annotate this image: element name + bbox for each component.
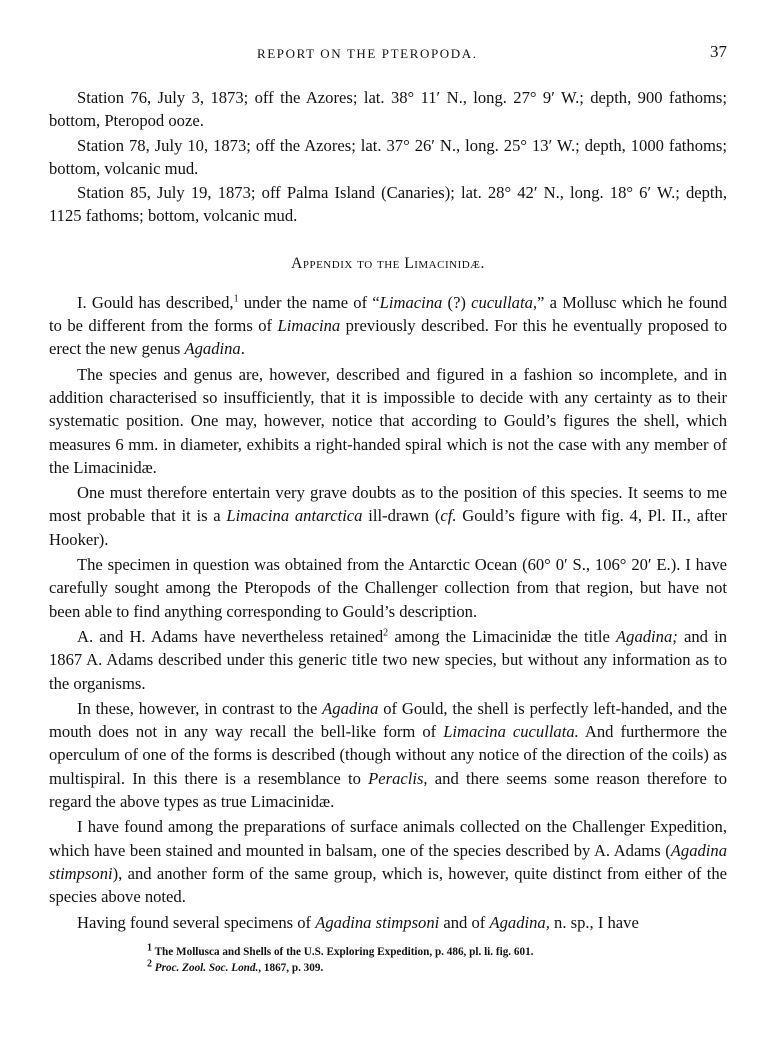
text-run: I. Gould has described, xyxy=(77,292,234,312)
text-run: and there seems some reason therefore to regard the above types as true Limacinidæ. xyxy=(49,768,727,812)
taxon-name: Limacina xyxy=(277,316,341,336)
paragraph-4: The specimen in question was obtained from the Antarctic Ocean (60° 0′ S., 106° 20′ E.). I have carefully sought among the Pteropods of the Challenger collection from that region, but have not been able to find anything corresponding to Gould’s description. xyxy=(49,555,727,621)
paragraph-6 xyxy=(49,697,727,813)
page-header xyxy=(49,40,727,66)
paragraph-2: The species and genus are, however, described and figured in a fashion so incomplete, and in addition characterised so insufficiently, that it is impossible to decide with any certainty as to their systematic position. One may, however, notice that according to Gould’s figures the shell, which measures 6 mm. in diameter, exhibits a right-handed spiral which is not the case with any member of the Limacinidæ. xyxy=(49,364,727,477)
text-run: (?) xyxy=(442,292,472,312)
footnote-number: 2 xyxy=(147,958,152,970)
text-run: ” a Mollusc which he found to be different from the forms of xyxy=(49,292,728,336)
paragraph-8 xyxy=(49,911,727,934)
paragraph-5 xyxy=(49,625,727,695)
text-run: I have found among the preparations of surface animals collected on the Challenger Expedition, which have been stained and mounted in balsam, one of the species described by A. Adams ( xyxy=(49,817,727,860)
footnote-text: The Mollusca and Shells of the U.S. Exploring Expedition, p. 486, pl. li. fig. 601. xyxy=(152,945,534,958)
text-run: among the Limacinidæ the title xyxy=(388,626,617,646)
taxon-name: cucullata, xyxy=(471,292,538,312)
station-entry: Station 78, July 10, 1873; off the Azores; lat. 37° 26′ N., long. 25° 13′ W.; depth, 1000 fathoms; bottom, volcanic mud. xyxy=(49,135,727,178)
footnote-ref-2: 2 xyxy=(383,627,389,639)
text-run: and in 1867 A. Adams described under this generic title two new species, but without any information as to the organisms. xyxy=(49,626,728,693)
page xyxy=(49,40,727,976)
paragraph-1 xyxy=(49,291,727,361)
footnote-2 xyxy=(147,960,727,976)
text-run: Gould’s figure with fig. 4, Pl. II., after Hooker). xyxy=(49,506,727,549)
text-run: . xyxy=(240,339,245,359)
text-run: A. and H. Adams have nevertheless retained xyxy=(77,626,384,646)
page-number: 37 xyxy=(710,42,727,61)
taxon-name: Agadina; xyxy=(616,626,678,646)
text-run: And furthermore the operculum of one of the forms is described (though without any notice of the direction of the coils) as multispiral. In this there is a resemblance to xyxy=(49,722,728,788)
abbreviation: cf. xyxy=(440,506,457,526)
paragraph-3 xyxy=(49,481,727,551)
taxon-name: Agadina xyxy=(184,339,241,359)
taxon-name: Limacina cucullata. xyxy=(443,722,579,742)
text-run: n. sp., I have xyxy=(549,912,639,932)
footnote-text: , 1867, p. 309. xyxy=(258,961,324,974)
running-title: REPORT ON THE PTEROPODA. xyxy=(257,46,478,61)
footnote-1 xyxy=(147,944,727,960)
paragraph-7 xyxy=(49,815,727,908)
footnote-number: 1 xyxy=(147,942,152,954)
taxon-name: Peraclis, xyxy=(368,768,428,788)
taxon-name: Agadina stimpsoni xyxy=(49,840,727,883)
footnotes xyxy=(49,944,727,976)
station-entry: Station 85, July 19, 1873; off Palma Island (Canaries); lat. 28° 42′ N., long. 18° 6′ W.; depth, 1125 fathoms; bottom, volcanic mud. xyxy=(49,183,727,226)
text-run: and of xyxy=(439,912,490,932)
text-run: One must therefore entertain very grave doubts as to the position of this species. It seems to me most probable that it is a xyxy=(49,483,727,526)
text-run: Having found several specimens of xyxy=(77,912,316,932)
journal-title: Proc. Zool. Soc. Lond. xyxy=(154,961,259,974)
appendix-body xyxy=(49,291,727,934)
taxon-name: Agadina, xyxy=(489,912,550,932)
taxon-name: Limacina antarctica xyxy=(226,506,363,526)
taxon-name: Agadina stimpsoni xyxy=(315,912,440,932)
text-run: ill-drawn ( xyxy=(362,506,441,526)
station-entry: Station 76, July 3, 1873; off the Azores; lat. 38° 11′ N., long. 27° 9′ W.; depth, 900 fathoms; bottom, Pteropod ooze. xyxy=(49,88,727,131)
taxon-name: Limacina xyxy=(379,292,443,312)
text-run: ), and another form of the same group, which is, however, quite distinct from either of the species above noted. xyxy=(49,863,727,907)
text-run: In these, however, in contrast to the xyxy=(77,698,323,718)
taxon-name: Agadina xyxy=(322,698,379,718)
text-run: under the name of “ xyxy=(238,292,380,312)
station-list xyxy=(49,86,727,228)
text-run: of Gould, the shell is perfectly left-handed, and the mouth does not in any way recall the bell-like form of xyxy=(49,698,727,742)
text-run: previously described. For this he eventually proposed to erect the new genus xyxy=(49,316,727,359)
footnote-ref-1: 1 xyxy=(233,293,239,305)
section-heading: Appendix to the Limacinidæ. xyxy=(291,254,485,272)
